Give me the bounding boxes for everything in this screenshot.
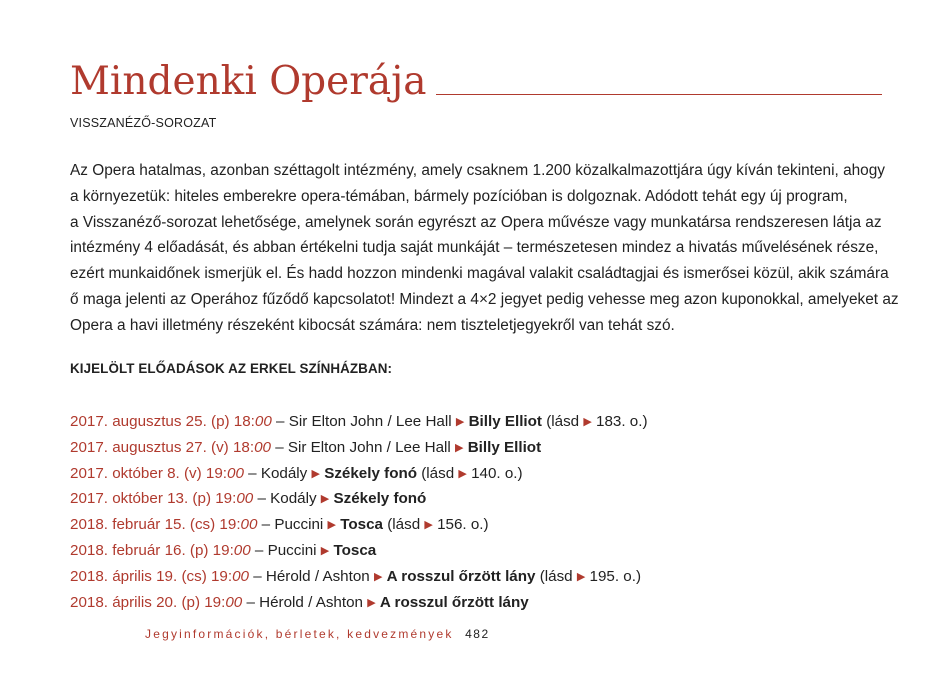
performance-minutes: 00 <box>236 490 254 508</box>
performance-composer: – Sir Elton John / Lee Hall <box>271 413 456 430</box>
performance-ref-open: (lásd <box>383 516 425 534</box>
performance-title: Billy Elliot <box>468 413 542 430</box>
performance-composer: – Puccini <box>250 541 321 559</box>
performance-ref-page: 156. o.) <box>432 516 489 534</box>
performance-composer: – Kodály <box>243 464 312 482</box>
intro-line: intézmény 4 előadását, és abban értékelni tudja saját munkáját – természetesen mindez a hivatás művelésének része, <box>70 239 879 257</box>
performance-item <box>70 590 648 616</box>
intro-line: ő maga jelenti az Operához fűződő kapcsolatot! Mindezt a 4×2 jegyet pedig vehesse meg azon kuponokkal, amelyeket az <box>70 290 899 308</box>
performance-item <box>70 512 648 538</box>
performance-date: 2018. április 19. (cs) 19: <box>70 567 233 585</box>
performance-ref-page: 140. o.) <box>466 464 523 482</box>
right-triangle-icon: ▶ <box>458 467 467 480</box>
footer-section-title: Jegyinformációk, bérletek, kedvezmények <box>145 627 454 641</box>
intro-line: a Visszanéző-sorozat lehetősége, amelynek során egyrészt az Opera művésze vagy munkatársa rendszeresen látja az <box>70 213 882 231</box>
performance-date: 2018. február 15. (cs) 19: <box>70 516 241 534</box>
performance-list <box>70 409 648 615</box>
performance-item <box>70 409 648 435</box>
right-triangle-icon: ▶ <box>583 416 592 428</box>
performance-composer: – Kodály <box>253 490 321 508</box>
right-triangle-icon: ▶ <box>320 544 330 557</box>
footer <box>145 627 490 641</box>
series-subtitle: VISSZANÉZŐ-SOROZAT <box>70 116 217 130</box>
right-triangle-icon: ▶ <box>373 570 383 583</box>
performance-title: A rosszul őrzött lány <box>379 593 529 611</box>
title-rule <box>436 94 882 95</box>
performance-item <box>70 461 648 487</box>
performance-title: Tosca <box>340 516 384 534</box>
right-triangle-icon: ▶ <box>327 519 336 532</box>
intro-paragraph <box>70 158 899 339</box>
performance-item <box>70 538 648 564</box>
performance-item <box>70 486 648 512</box>
performance-ref-open: (lásd <box>541 413 584 430</box>
intro-line: ezért munkaidőnek ismerjük el. És hadd hozzon mindenki magával valakit családtagjai és ismerősei közül, akik számára <box>70 265 889 283</box>
performance-minutes: 00 <box>233 541 251 559</box>
performance-minutes: 00 <box>254 438 271 456</box>
performance-ref-page: 195. o.) <box>585 567 642 585</box>
performance-date: 2018. február 16. (p) 19: <box>70 541 234 559</box>
performance-title: A rosszul őrzött lány <box>386 567 536 585</box>
page-number: 482 <box>465 627 490 641</box>
performance-composer: – Sir Elton John / Lee Hall <box>270 438 456 456</box>
right-triangle-icon: ▶ <box>367 596 376 609</box>
performance-item <box>70 435 648 461</box>
performance-composer: – Hérold / Ashton <box>249 567 374 585</box>
right-triangle-icon: ▶ <box>311 467 320 480</box>
performance-minutes: 00 <box>240 516 258 534</box>
performance-item <box>70 564 648 590</box>
performance-date: 2017. augusztus 27. (v) 18: <box>70 438 255 456</box>
performance-minutes: 00 <box>225 593 243 611</box>
performance-composer: – Puccini <box>257 516 328 534</box>
performance-date: 2017. október 8. (v) 19: <box>70 464 228 482</box>
performance-date: 2017. október 13. (p) 19: <box>70 490 237 508</box>
intro-line: Opera a havi illetmény részeként kibocsát számára: nem tiszteletjegyekről van tehát szó. <box>70 316 675 334</box>
performance-minutes: 00 <box>254 413 272 430</box>
right-triangle-icon: ▶ <box>424 519 433 532</box>
performance-title: Tosca <box>333 541 377 559</box>
performance-ref-page: 183. o.) <box>591 413 648 430</box>
performance-ref-open: (lásd <box>535 567 577 585</box>
intro-line: Az Opera hatalmas, azonban széttagolt intézmény, amely csaknem 1.200 közalkalmazottjára úgy kíván tekinteni, ahogy <box>70 162 885 179</box>
performance-ref-open: (lásd <box>417 464 459 482</box>
performance-date: 2017. augusztus 25. (p) 18: <box>70 413 255 430</box>
performance-title: Székely fonó <box>324 464 418 482</box>
performance-title: Székely fonó <box>333 490 427 508</box>
right-triangle-icon: ▶ <box>455 441 464 454</box>
section-heading: KIJELÖLT ELŐADÁSOK AZ ERKEL SZÍNHÁZBAN: <box>70 361 393 376</box>
performance-title: Billy Elliot <box>467 438 542 456</box>
page-title: Mindenki Operája <box>70 59 427 104</box>
right-triangle-icon: ▶ <box>320 493 330 506</box>
right-triangle-icon: ▶ <box>576 570 586 583</box>
performance-composer: – Hérold / Ashton <box>242 593 368 611</box>
performance-date: 2018. április 20. (p) 19: <box>70 593 226 611</box>
performance-minutes: 00 <box>227 464 244 482</box>
performance-minutes: 00 <box>232 567 249 585</box>
title-row <box>70 59 882 104</box>
right-triangle-icon: ▶ <box>455 416 465 428</box>
intro-line: a környezetük: hiteles emberekre opera-témában, bármely pozícióban is dolgoznak. Adódott tehát egy új program, <box>70 187 848 205</box>
